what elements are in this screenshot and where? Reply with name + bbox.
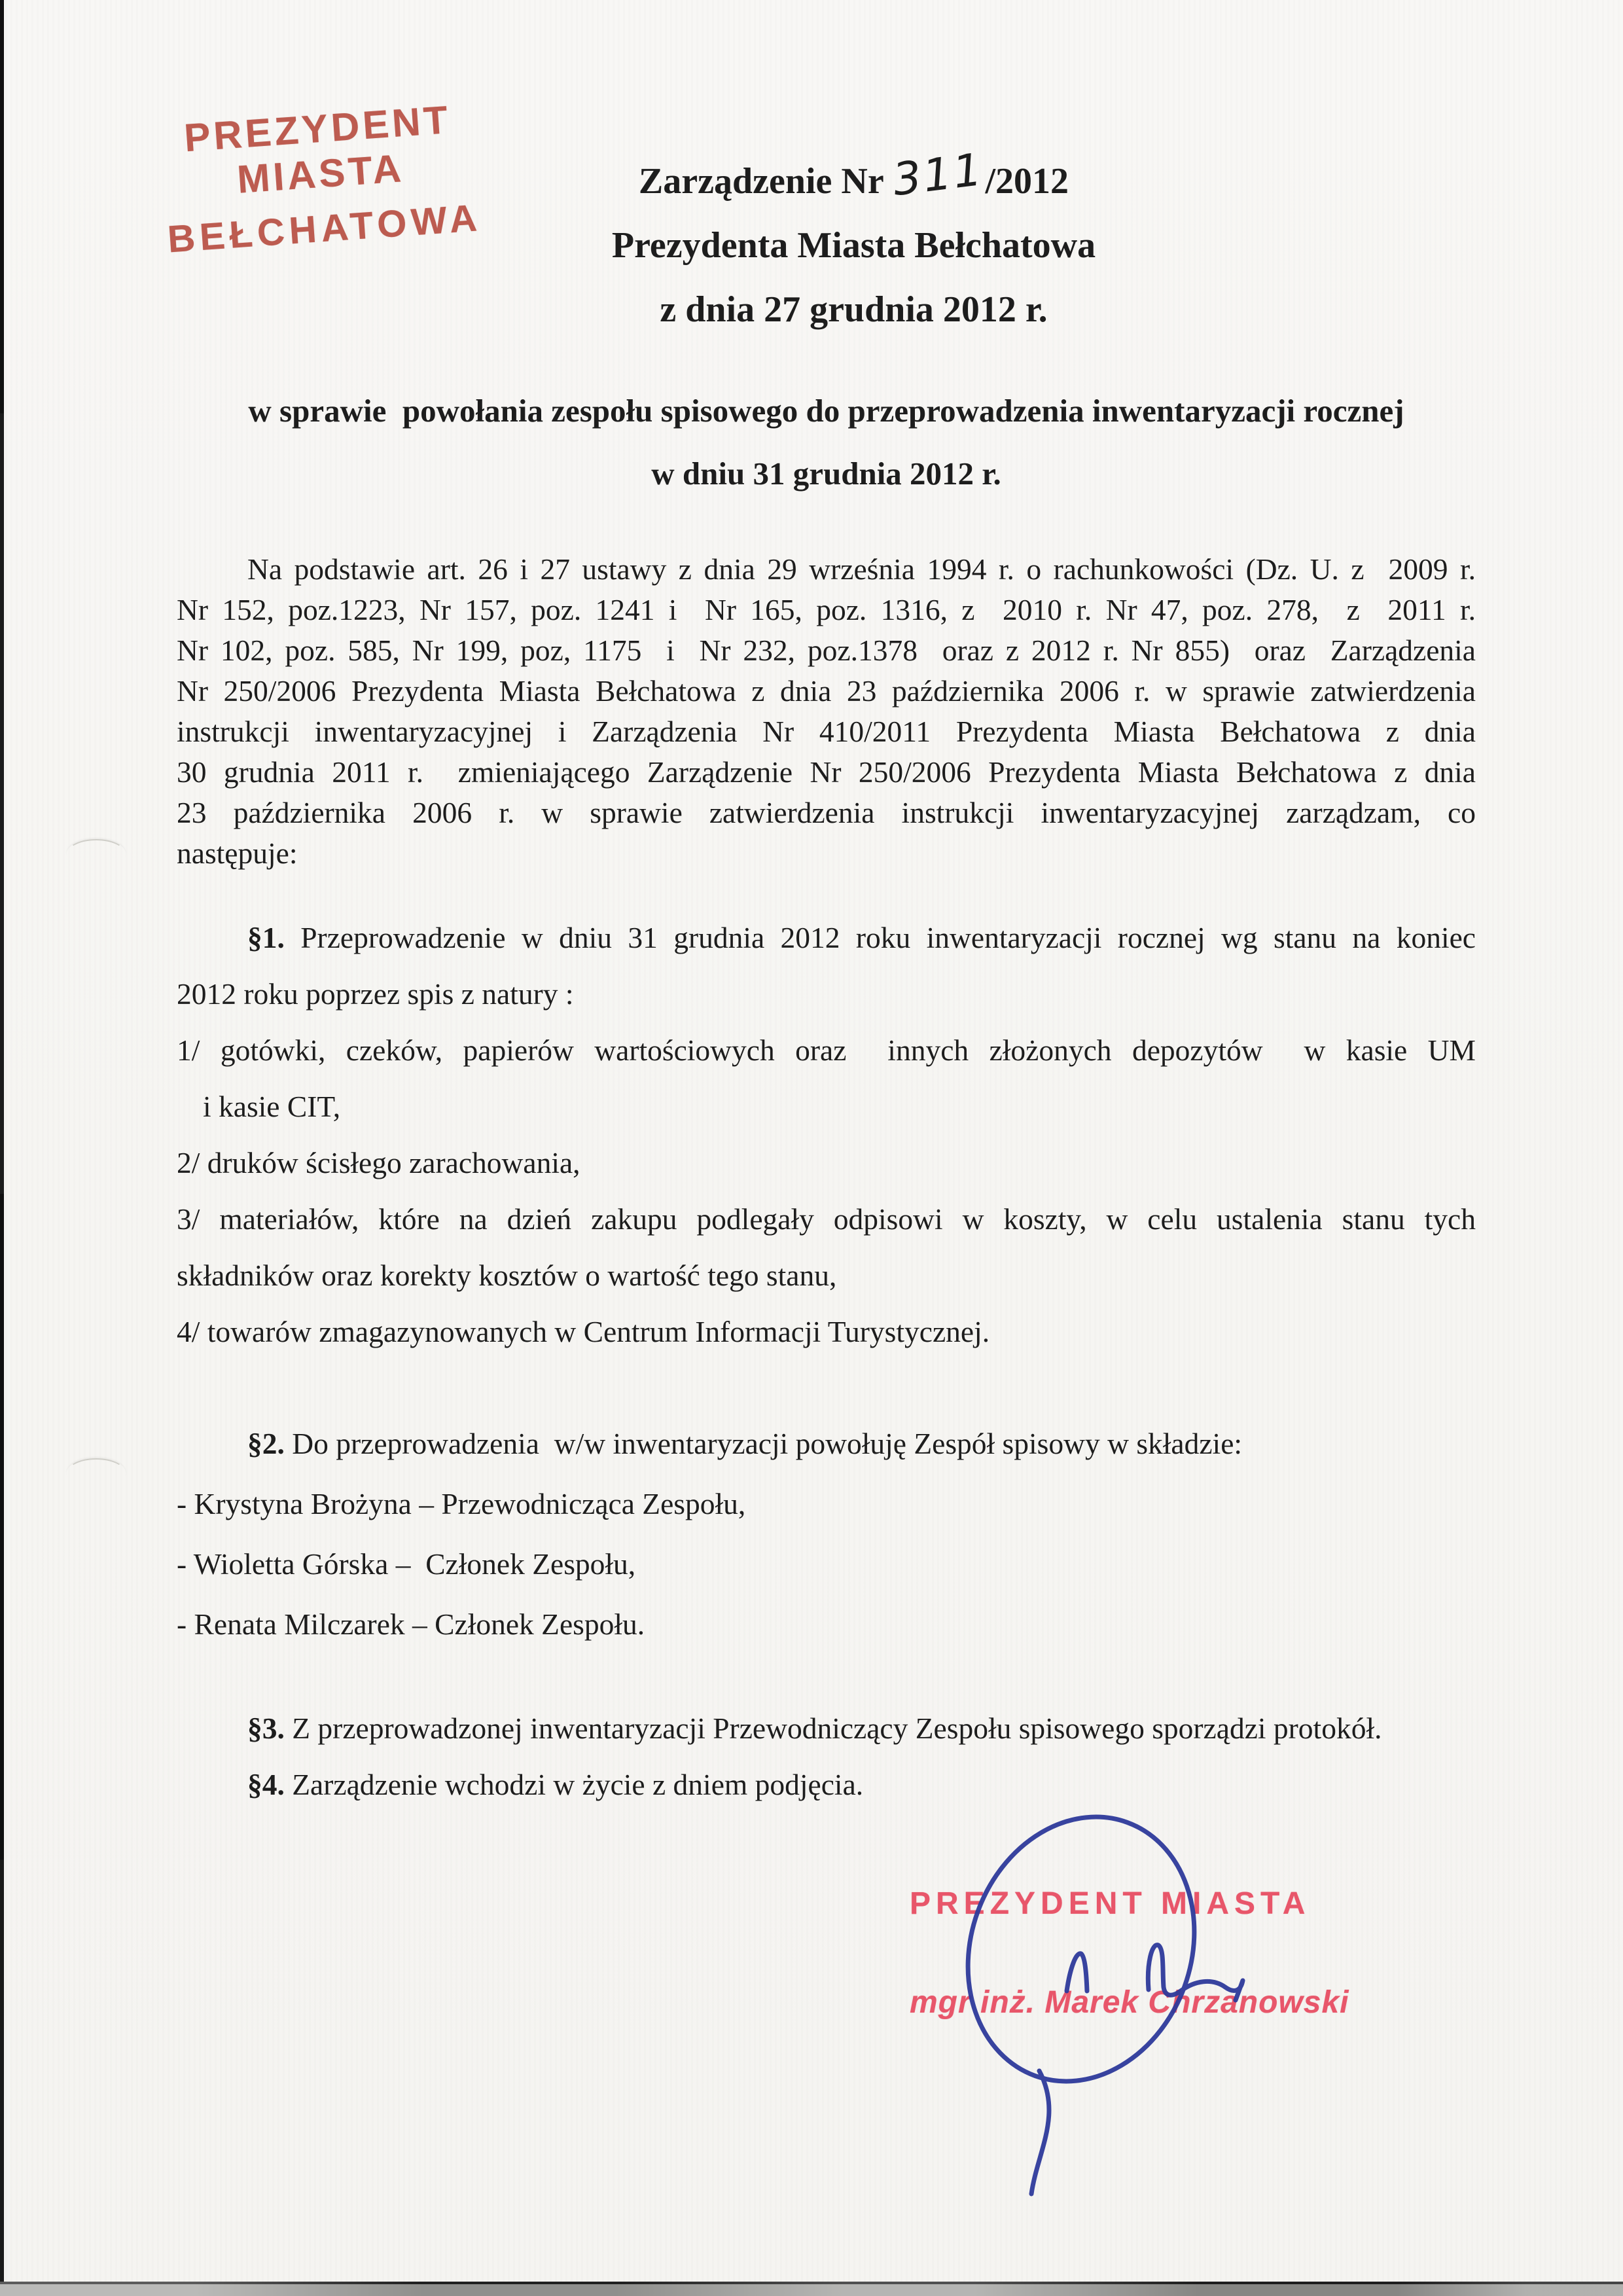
section-3-number: §3. xyxy=(247,1712,285,1745)
section-2-heading xyxy=(177,1414,1476,1474)
office-stamp-line2: BEŁCHATOWA xyxy=(166,196,483,261)
section-1-line xyxy=(177,910,1476,966)
legal-line: Na podstawie art. 26 i 27 ustawy z dnia 29 września 1994 r. o rachunkowości (Dz. U. z 2009 r. xyxy=(247,552,1476,586)
punch-hole-mark xyxy=(67,839,126,868)
section-1-line: i kasie CIT, xyxy=(203,1090,341,1123)
subject-block xyxy=(177,380,1476,505)
office-stamp-line1: PREZYDENT MIASTA xyxy=(183,98,453,202)
section-1 xyxy=(177,910,1476,1360)
section-2 xyxy=(177,1414,1476,1655)
section-1-line: składników oraz korekty kosztów o wartość tego stanu, xyxy=(177,1259,837,1292)
section-1-line: 3/ materiałów, które na dzień zakupu podlegały odpisowi w koszty, w celu ustalenia stanu tych xyxy=(177,1202,1476,1236)
title-prefix: Zarządzenie Nr xyxy=(638,161,884,202)
subject-line-2: w dniu 31 grudnia 2012 r. xyxy=(651,456,1001,492)
section-3-line xyxy=(177,1700,1476,1757)
subject-line-1: w sprawie powołania zespołu spisowego do przeprowadzenia inwentaryzacji rocznej xyxy=(248,393,1404,429)
legal-line: Nr 152, poz.1223, Nr 157, poz. 1241 i Nr 165, poz. 1316, z 2010 r. Nr 47, poz. 278, z 2011 r. xyxy=(177,593,1476,626)
scan-edge-bottom xyxy=(0,2282,1623,2296)
section-2-text: Do przeprowadzenia w/w inwentaryzacji powołuję Zespół spisowy w składzie: xyxy=(284,1427,1243,1460)
title-line-issuer: Prezydenta Miasta Bełchatowa xyxy=(611,225,1096,266)
legal-line: Nr 250/2006 Prezydenta Miasta Bełchatowa z dnia 23 października 2006 r. w sprawie zatwierdzenia xyxy=(177,674,1476,708)
legal-line: 30 grudnia 2011 r. zmieniającego Zarządzenie Nr 250/2006 Prezydenta Miasta Bełchatowa z dnia xyxy=(177,755,1476,789)
team-member-item: - Renata Milczarek – Członek Zespołu. xyxy=(177,1607,645,1641)
handwritten-signature-ink xyxy=(903,1793,1309,2225)
section-1-line: 2/ druków ścisłego zarachowania, xyxy=(177,1146,580,1179)
legal-line: następuje: xyxy=(177,836,298,870)
section-1-number: §1. xyxy=(247,921,285,954)
team-member-item: - Wioletta Górska – Członek Zespołu, xyxy=(177,1547,636,1581)
legal-line: instrukcji inwentaryzacyjnej i Zarządzenia Nr 410/2011 Prezydenta Miasta Bełchatowa z dnia xyxy=(177,715,1476,748)
legal-line: Nr 102, poz. 585, Nr 199, poz, 1175 i Nr 232, poz.1378 oraz z 2012 r. Nr 855) oraz Zarządzenia xyxy=(177,634,1476,667)
section-4-number: §4. xyxy=(247,1768,285,1801)
scan-edge-left xyxy=(0,0,4,2296)
signature-stamp-title: PREZYDENT MIASTA xyxy=(910,1886,1311,1921)
punch-hole-mark xyxy=(67,1458,126,1487)
handwritten-order-number: 311 xyxy=(889,143,987,207)
section-4-text: Zarządzenie wchodzi w życie z dniem podjęcia. xyxy=(284,1768,864,1801)
section-2-number: §2. xyxy=(247,1427,285,1460)
signature-stamp-name: mgr inż. Marek Chrzanowski xyxy=(910,1985,1349,2020)
title-line-date: z dnia 27 grudnia 2012 r. xyxy=(660,289,1048,330)
section-1-line: 4/ towarów zmagazynowanych w Centrum Informacji Turystycznej. xyxy=(177,1315,990,1348)
section-1-text: Przeprowadzenie w dniu 31 grudnia 2012 roku inwentaryzacji rocznej wg stanu na koniec xyxy=(284,921,1476,954)
section-1-line: 2012 roku poprzez spis z natury : xyxy=(177,977,574,1011)
title-suffix: /2012 xyxy=(985,161,1069,202)
legal-basis-paragraph xyxy=(177,549,1476,874)
team-member-item: - Krystyna Brożyna – Przewodnicząca Zespołu, xyxy=(177,1487,746,1520)
section-1-line: 1/ gotówki, czeków, papierów wartościowych oraz innych złożonych depozytów w kasie UM xyxy=(177,1033,1476,1067)
legal-line: 23 października 2006 r. w sprawie zatwierdzenia instrukcji inwentaryzacyjnej zarządzam, co xyxy=(177,796,1476,829)
section-3-text: Z przeprowadzonej inwentaryzacji Przewodniczący Zespołu spisowego sporządzi protokół. xyxy=(284,1712,1382,1745)
